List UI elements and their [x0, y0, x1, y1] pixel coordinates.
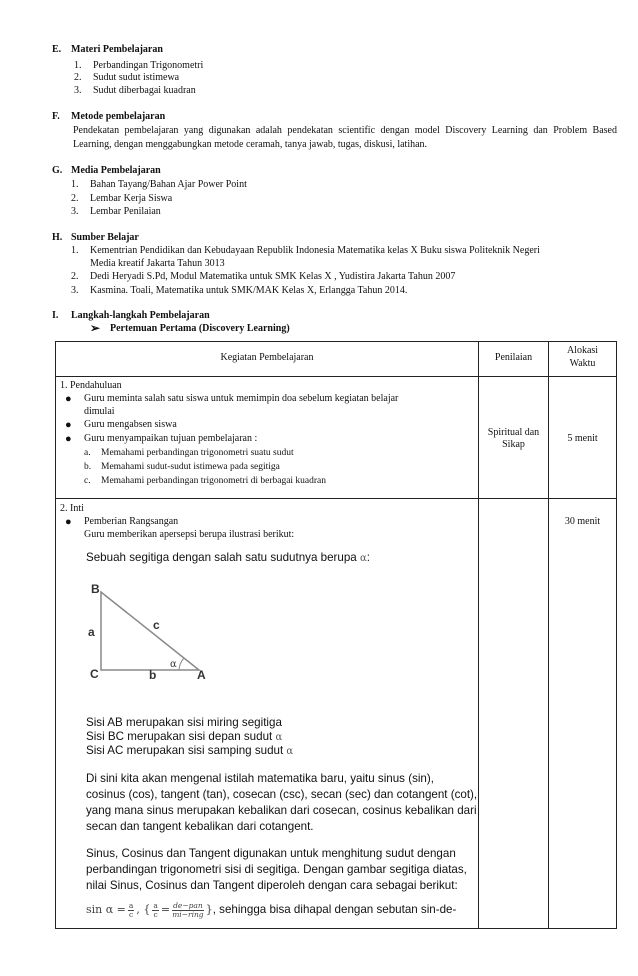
section-f-letter: F.: [52, 111, 60, 122]
bullet-icon: ●: [65, 433, 72, 445]
formula-line: sin α = $\frac{a}{c}$ , { $\frac{a}{c}$ = de−pan mi−ring } , sehingga bisa dihapal dengan sebutan sin-de-: [86, 900, 457, 919]
bullet-text: Pemberian Rangsangan: [84, 516, 179, 527]
intro-text: Sebuah segitiga dengan salah satu sudutnya berupa α:: [86, 551, 370, 564]
list-item-text-cont: Media kreatif Jakarta Tahun 3013: [90, 258, 225, 269]
bullet-icon: ●: [65, 393, 72, 405]
alpha-symbol: α: [359, 553, 367, 564]
list-item-text: Dedi Heryadi S.Pd, Modul Matematika untuk SMK Kelas X , Yudistira Jakarta Tahun 2007: [90, 271, 456, 282]
list-item-text: Kementrian Pendidikan dan Kebudayaan Republik Indonesia Matematika kelas X Buku siswa Politeknik Negeri: [90, 245, 540, 256]
list-item: 1.: [71, 179, 79, 190]
pendahuluan-cell: [56, 377, 479, 499]
sub-item-mark: a.: [84, 448, 91, 458]
list-item-text: Sudut diberbagai kuadran: [93, 85, 196, 96]
list-item-text: Sudut sudut istimewa: [93, 72, 180, 83]
section-g-letter: G.: [52, 165, 63, 176]
formula-numerator: a: [128, 900, 134, 910]
bullet-text: Guru menyampaikan tujuan pembelajaran :: [84, 433, 258, 444]
section-h-letter: H.: [52, 232, 63, 243]
formula-mnemonic-fraction: [172, 902, 204, 919]
right-triangle-diagram: [81, 579, 211, 679]
paragraph-line: perbandingan trigonometri sisi di segitiga. Dengan gambar segitiga diatas,: [86, 863, 467, 876]
pendahuluan-penilaian-cell: [479, 377, 549, 499]
formula-mnemonic-num: de−pan: [173, 900, 203, 910]
formula-numerator: a: [153, 900, 158, 910]
sub-item-text: Memahami sudut-sudut istimewa pada segitiga: [101, 462, 280, 472]
vertex-label-a: A: [197, 668, 206, 679]
list-item: 3.: [71, 285, 79, 296]
bullet-desc: Guru memberikan apersepsi berupa ilustrasi berikut:: [84, 529, 295, 540]
section-e-title: Materi Pembelajaran: [71, 44, 163, 55]
list-item: 3.: [71, 206, 79, 217]
paragraph-line: yang mana sinus merupakan kebalikan dari cosecan, cosinus kebalikan dari: [86, 804, 477, 817]
formula-fraction: [128, 902, 134, 919]
vertex-label-c: C: [90, 667, 99, 679]
bullet-text-cont: dimulai: [84, 406, 115, 417]
section-h-title: Sumber Belajar: [71, 232, 139, 243]
inti-title: 2. Inti: [60, 503, 84, 514]
formula-denominator: c: [153, 909, 158, 919]
inti-cell: [56, 499, 479, 929]
list-item-text: Lembar Kerja Siswa: [90, 193, 173, 204]
arrow-bullet-icon: ➢: [90, 321, 101, 335]
formula-tail-text: , sehingga bisa dihapal dengan sebutan sin-de-: [212, 903, 457, 916]
pendahuluan-waktu-cell: [549, 377, 617, 499]
vertex-label-b: B: [91, 582, 100, 596]
alpha-symbol: α: [275, 732, 283, 743]
side-label-b: b: [149, 668, 157, 679]
list-item: 2.: [74, 72, 82, 83]
list-item: 1.: [71, 245, 79, 256]
list-item: 2.: [71, 271, 79, 282]
sub-item-text: Memahami perbandingan trigonometri di berbagai kuadran: [101, 476, 327, 486]
paragraph-line: Sinus, Cosinus dan Tangent digunakan untuk menghitung sudut dengan: [86, 847, 456, 860]
table-row: [56, 499, 617, 929]
side-label-c: c: [153, 618, 160, 632]
list-item: 1.: [74, 60, 82, 71]
list-item-text: Lembar Penilaian: [90, 206, 161, 217]
paragraph-line: Di sini kita akan mengenal istilah matematika baru, yaitu sinus (sin),: [86, 772, 434, 785]
bullet-icon: ●: [65, 516, 72, 528]
paragraph-line: secan dan tangent kebalikan dari cotangent.: [86, 820, 314, 833]
formula-fraction-inline: [152, 902, 158, 919]
angle-label-alpha: α: [170, 659, 177, 670]
meeting-title: Pertemuan Pertama (Discovery Learning): [110, 323, 290, 334]
header-alokasi-line2: Waktu: [569, 358, 596, 369]
list-item-text: Perbandingan Trigonometri: [93, 60, 204, 71]
paragraph-line: cosinus (cos), tangent (tan), cosecan (csc), secan (sec) dan cotangent (cot),: [86, 788, 478, 801]
sisi-line-3: [86, 743, 293, 759]
section-f-paragraph: Pendekatan pembelajaran yang digunakan adalah pendekatan scientific dengan model Discovery Learning dan Problem Based Learning, dengan menggabungkan metode ceramah, tanya jawab, tugas, diskusi, latihan.: [73, 125, 617, 150]
section-f-title: Metode pembelajaran: [71, 111, 166, 122]
lesson-steps-table: [55, 341, 617, 929]
section-i-title: Langkah-langkah Pembelajaran: [71, 310, 210, 321]
bullet-text: Guru mengabsen siswa: [84, 419, 177, 430]
penilaian-line2: Sikap: [502, 439, 525, 450]
bullet-icon: ●: [65, 419, 72, 431]
list-item-text: Bahan Tayang/Bahan Ajar Power Point: [90, 179, 247, 190]
bullet-text: Guru meminta salah satu siswa untuk memimpin doa sebelum kegiatan belajar: [84, 393, 399, 404]
penilaian-line1: Spiritual dan: [487, 427, 540, 438]
angle-arc: [179, 658, 184, 670]
sub-item-mark: c.: [84, 476, 91, 486]
sisi-line-2-text: Sisi BC merupakan sisi depan sudut: [86, 730, 273, 743]
sub-item-mark: b.: [84, 462, 92, 472]
waktu-value: 30 menit: [564, 516, 601, 527]
header-kegiatan-label: Kegiatan Pembelajaran: [220, 352, 314, 363]
list-item: 3.: [74, 85, 82, 96]
sub-item-text: Memahami perbandingan trigonometri suatu sudut: [101, 448, 294, 458]
list-item: 2.: [71, 193, 79, 204]
section-i-letter: I.: [52, 310, 59, 321]
sisi-line-3-text: Sisi AC merupakan sisi samping sudut: [86, 744, 284, 757]
alpha-symbol: α: [286, 746, 294, 757]
formula-sin: sin α =: [86, 903, 126, 916]
table-row: [56, 377, 617, 499]
list-item-text: Kasmina. Toali, Matematika untuk SMK/MAK Kelas X, Erlangga Tahun 2014.: [90, 285, 408, 296]
header-alokasi-line1: Alokasi: [566, 345, 599, 356]
section-e-letter: E.: [52, 44, 62, 55]
sisi-line-1: Sisi AB merupakan sisi miring segitiga: [86, 716, 282, 729]
waktu-value: 5 menit: [567, 433, 598, 444]
paragraph-line: nilai Sinus, Cosinus dan Tangent diperoleh dengan cara sebagai berikut:: [86, 879, 458, 892]
pendahuluan-title: 1. Pendahuluan: [60, 380, 122, 391]
formula-mnemonic-den: mi−ring: [172, 909, 204, 919]
header-kegiatan: [56, 342, 479, 377]
inti-penilaian-cell: [479, 499, 549, 929]
header-alokasi: [549, 342, 617, 377]
header-penilaian: [479, 342, 549, 377]
section-g-title: Media Pembelajaran: [71, 165, 161, 176]
inti-waktu-cell: [549, 499, 617, 929]
header-penilaian-label: Penilaian: [494, 352, 533, 363]
intro-text-main: Sebuah segitiga dengan salah satu sudutnya berupa: [86, 551, 357, 564]
formula-denominator: c: [129, 909, 134, 919]
table-header-row: [56, 342, 617, 377]
side-label-a: a: [88, 625, 95, 639]
